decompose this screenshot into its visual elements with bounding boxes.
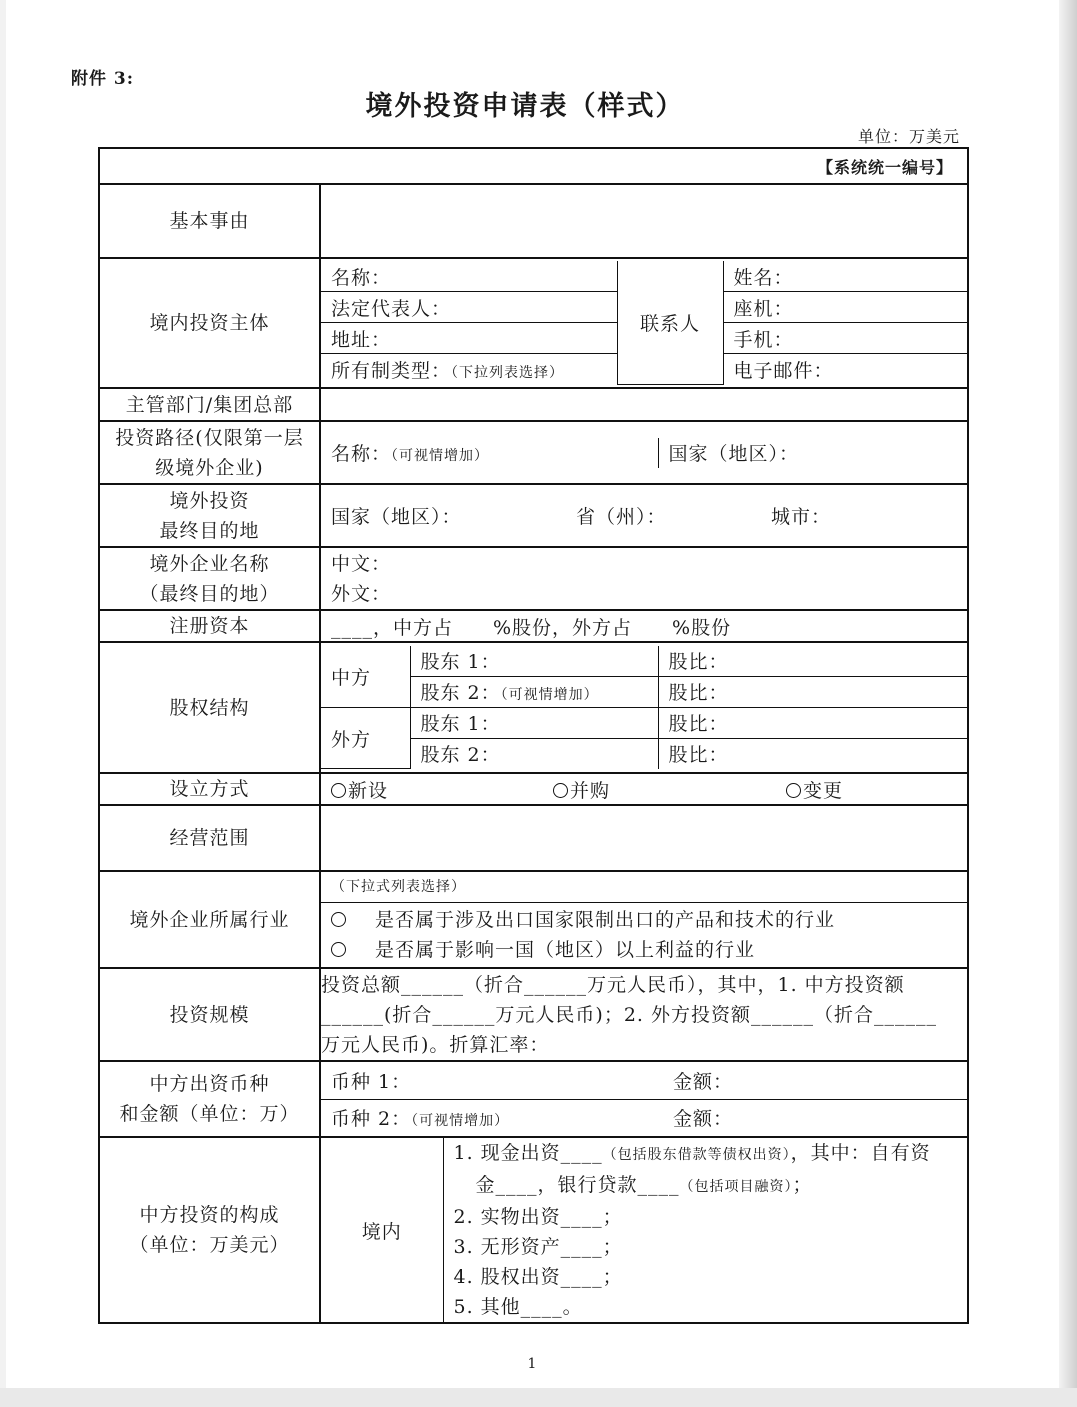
page-number: 1 [527, 1356, 537, 1372]
radio-merger-icon[interactable] [553, 783, 568, 798]
basic-reason-field[interactable] [320, 184, 968, 258]
establishment-options [320, 773, 968, 805]
cn-shareholder-2-hint: （可视情增加） [500, 687, 599, 704]
investment-route-grid [321, 438, 967, 468]
landline-field[interactable]: 座机： [723, 292, 967, 323]
radio-new-icon[interactable] [331, 783, 346, 798]
department-label: 主管部门/集团总部 [99, 388, 320, 421]
registered-capital-label: 注册资本 [99, 610, 320, 642]
fr-shareholder-1-field[interactable]: 股东 1： [410, 707, 658, 738]
option-new[interactable]: 新设 [331, 776, 553, 803]
address-field[interactable]: 地址： [321, 323, 617, 354]
composition-item-2: 2. 实物出资____； [453, 1206, 623, 1228]
unit-label: 单位：万美元 [857, 127, 960, 146]
fr-shareholder-1-ratio[interactable]: 股比： [658, 707, 967, 738]
ownership-type-hint: （下拉列表选择） [451, 364, 565, 381]
form-title: 境外投资申请表（样式） [365, 91, 685, 122]
composition-grid [321, 1138, 967, 1322]
mobile-field[interactable]: 手机： [723, 323, 967, 354]
ownership-type-select[interactable] [321, 354, 617, 385]
foreign-side-label: 外方 [321, 707, 410, 769]
chinese-side-label: 中方 [321, 646, 410, 708]
legal-representative-field[interactable]: 法定代表人： [321, 292, 617, 323]
currency-amount-label: 中方出资币种 和金额（单位：万） [99, 1061, 320, 1137]
composition-items[interactable] [443, 1138, 967, 1322]
equity-structure-label: 股权结构 [99, 642, 320, 773]
fr-shareholder-2-field[interactable]: 股东 2： [410, 738, 658, 769]
composition-item-1b: 金____，银行贷款____（包括项目融资）； [475, 1174, 813, 1196]
route-name-hint: （可视情增加） [391, 448, 490, 464]
currency-grid [321, 1063, 967, 1136]
composition-item-3: 3. 无形资产____； [453, 1236, 623, 1258]
basic-reason-label: 基本事由 [99, 184, 320, 258]
fr-shareholder-2-ratio[interactable]: 股比： [658, 738, 967, 769]
enterprise-name-fields [320, 547, 968, 610]
domestic-investor-label: 境内投资主体 [99, 258, 320, 388]
cn-shareholder-2-field[interactable]: 股东 2：（可视情增加） [410, 676, 658, 707]
business-scope-label: 经营范围 [99, 805, 320, 871]
option-change[interactable]: 变更 [786, 780, 843, 802]
contact-person-label: 联系人 [617, 261, 723, 384]
department-field[interactable] [320, 388, 968, 421]
composition-item-4: 4. 股权出资____； [453, 1266, 623, 1288]
investment-scale-field[interactable]: 投资总额______（折合______万元人民币），其中，1. 中方投资额 ______(折合______万元人民币)；2. 外方投资额______（折合______ 万元人民币)。折算汇率： [320, 968, 968, 1061]
composition-item-1a: 1. 现金出资____（包括股东借款等债权出资），其中：自有资 [453, 1142, 931, 1164]
enterprise-chinese-name-field[interactable]: 中文： [331, 552, 392, 575]
application-form-table [98, 147, 969, 1324]
industry-cell [320, 871, 968, 968]
establishment-method-label: 设立方式 [99, 773, 320, 805]
industry-question-1[interactable]: 是否属于涉及出口国家限制出口的产品和技术的行业 [331, 905, 967, 935]
enterprise-name-label: 境外企业名称 （最终目的地） [99, 547, 320, 610]
route-country-field[interactable]: 国家（地区）： [658, 438, 967, 468]
cn-shareholder-1-field[interactable]: 股东 1： [410, 646, 658, 677]
registered-capital-field[interactable]: ____，中方占 %股份，外方占 %股份 [320, 610, 968, 642]
route-name-field[interactable]: 名称：（可视情增加） [321, 438, 658, 468]
option-merger[interactable]: 并购 [553, 776, 786, 803]
system-number: 【系统统一编号】 [99, 148, 968, 184]
radio-q2-icon[interactable] [331, 942, 346, 957]
destination-city-field[interactable]: 城市： [771, 506, 832, 528]
page-left-edge [0, 0, 6, 1390]
industry-label: 境外企业所属行业 [99, 871, 320, 968]
destination-country-field[interactable]: 国家（地区）： [331, 506, 462, 528]
industry-select[interactable]: （下拉式列表选择） [331, 879, 466, 895]
industry-question-2[interactable]: 是否属于影响一国（地区）以上利益的行业 [331, 935, 967, 965]
page-right-edge [1059, 0, 1077, 1390]
composition-item-5: 5. 其他____。 [453, 1296, 583, 1318]
currency-2-row[interactable]: 币种 2：（可视情增加） 金额： [321, 1099, 967, 1136]
contact-name-field[interactable]: 姓名： [723, 261, 967, 292]
investor-name-field[interactable]: 名称： [321, 261, 617, 292]
radio-q1-icon[interactable] [331, 912, 346, 927]
destination-fields [320, 484, 968, 547]
destination-label: 境外投资 最终目的地 [99, 484, 320, 547]
ownership-type-label: 所有制类型： [331, 359, 452, 382]
composition-label: 中方投资的构成 （单位：万美元） [99, 1137, 320, 1323]
attachment-label: 附件 3: [71, 69, 135, 89]
domestic-label: 境内 [321, 1138, 443, 1322]
investment-scale-label: 投资规模 [99, 968, 320, 1061]
radio-change-icon[interactable] [786, 783, 801, 798]
enterprise-foreign-name-field[interactable]: 外文： [331, 582, 392, 605]
cn-shareholder-1-ratio[interactable]: 股比： [658, 646, 967, 677]
page-bottom-gap [0, 1388, 1077, 1407]
email-field[interactable]: 电子邮件： [723, 354, 967, 385]
business-scope-field[interactable] [320, 805, 968, 871]
investment-route-label: 投资路径(仅限第一层 级境外企业) [99, 421, 320, 484]
domestic-investor-grid [321, 261, 967, 385]
destination-province-field[interactable]: 省（州）： [576, 506, 667, 528]
currency-1-row[interactable]: 币种 1： 金额： [321, 1063, 967, 1100]
equity-structure-grid [321, 646, 967, 770]
industry-questions [321, 902, 967, 967]
cn-shareholder-2-ratio[interactable]: 股比： [658, 676, 967, 707]
